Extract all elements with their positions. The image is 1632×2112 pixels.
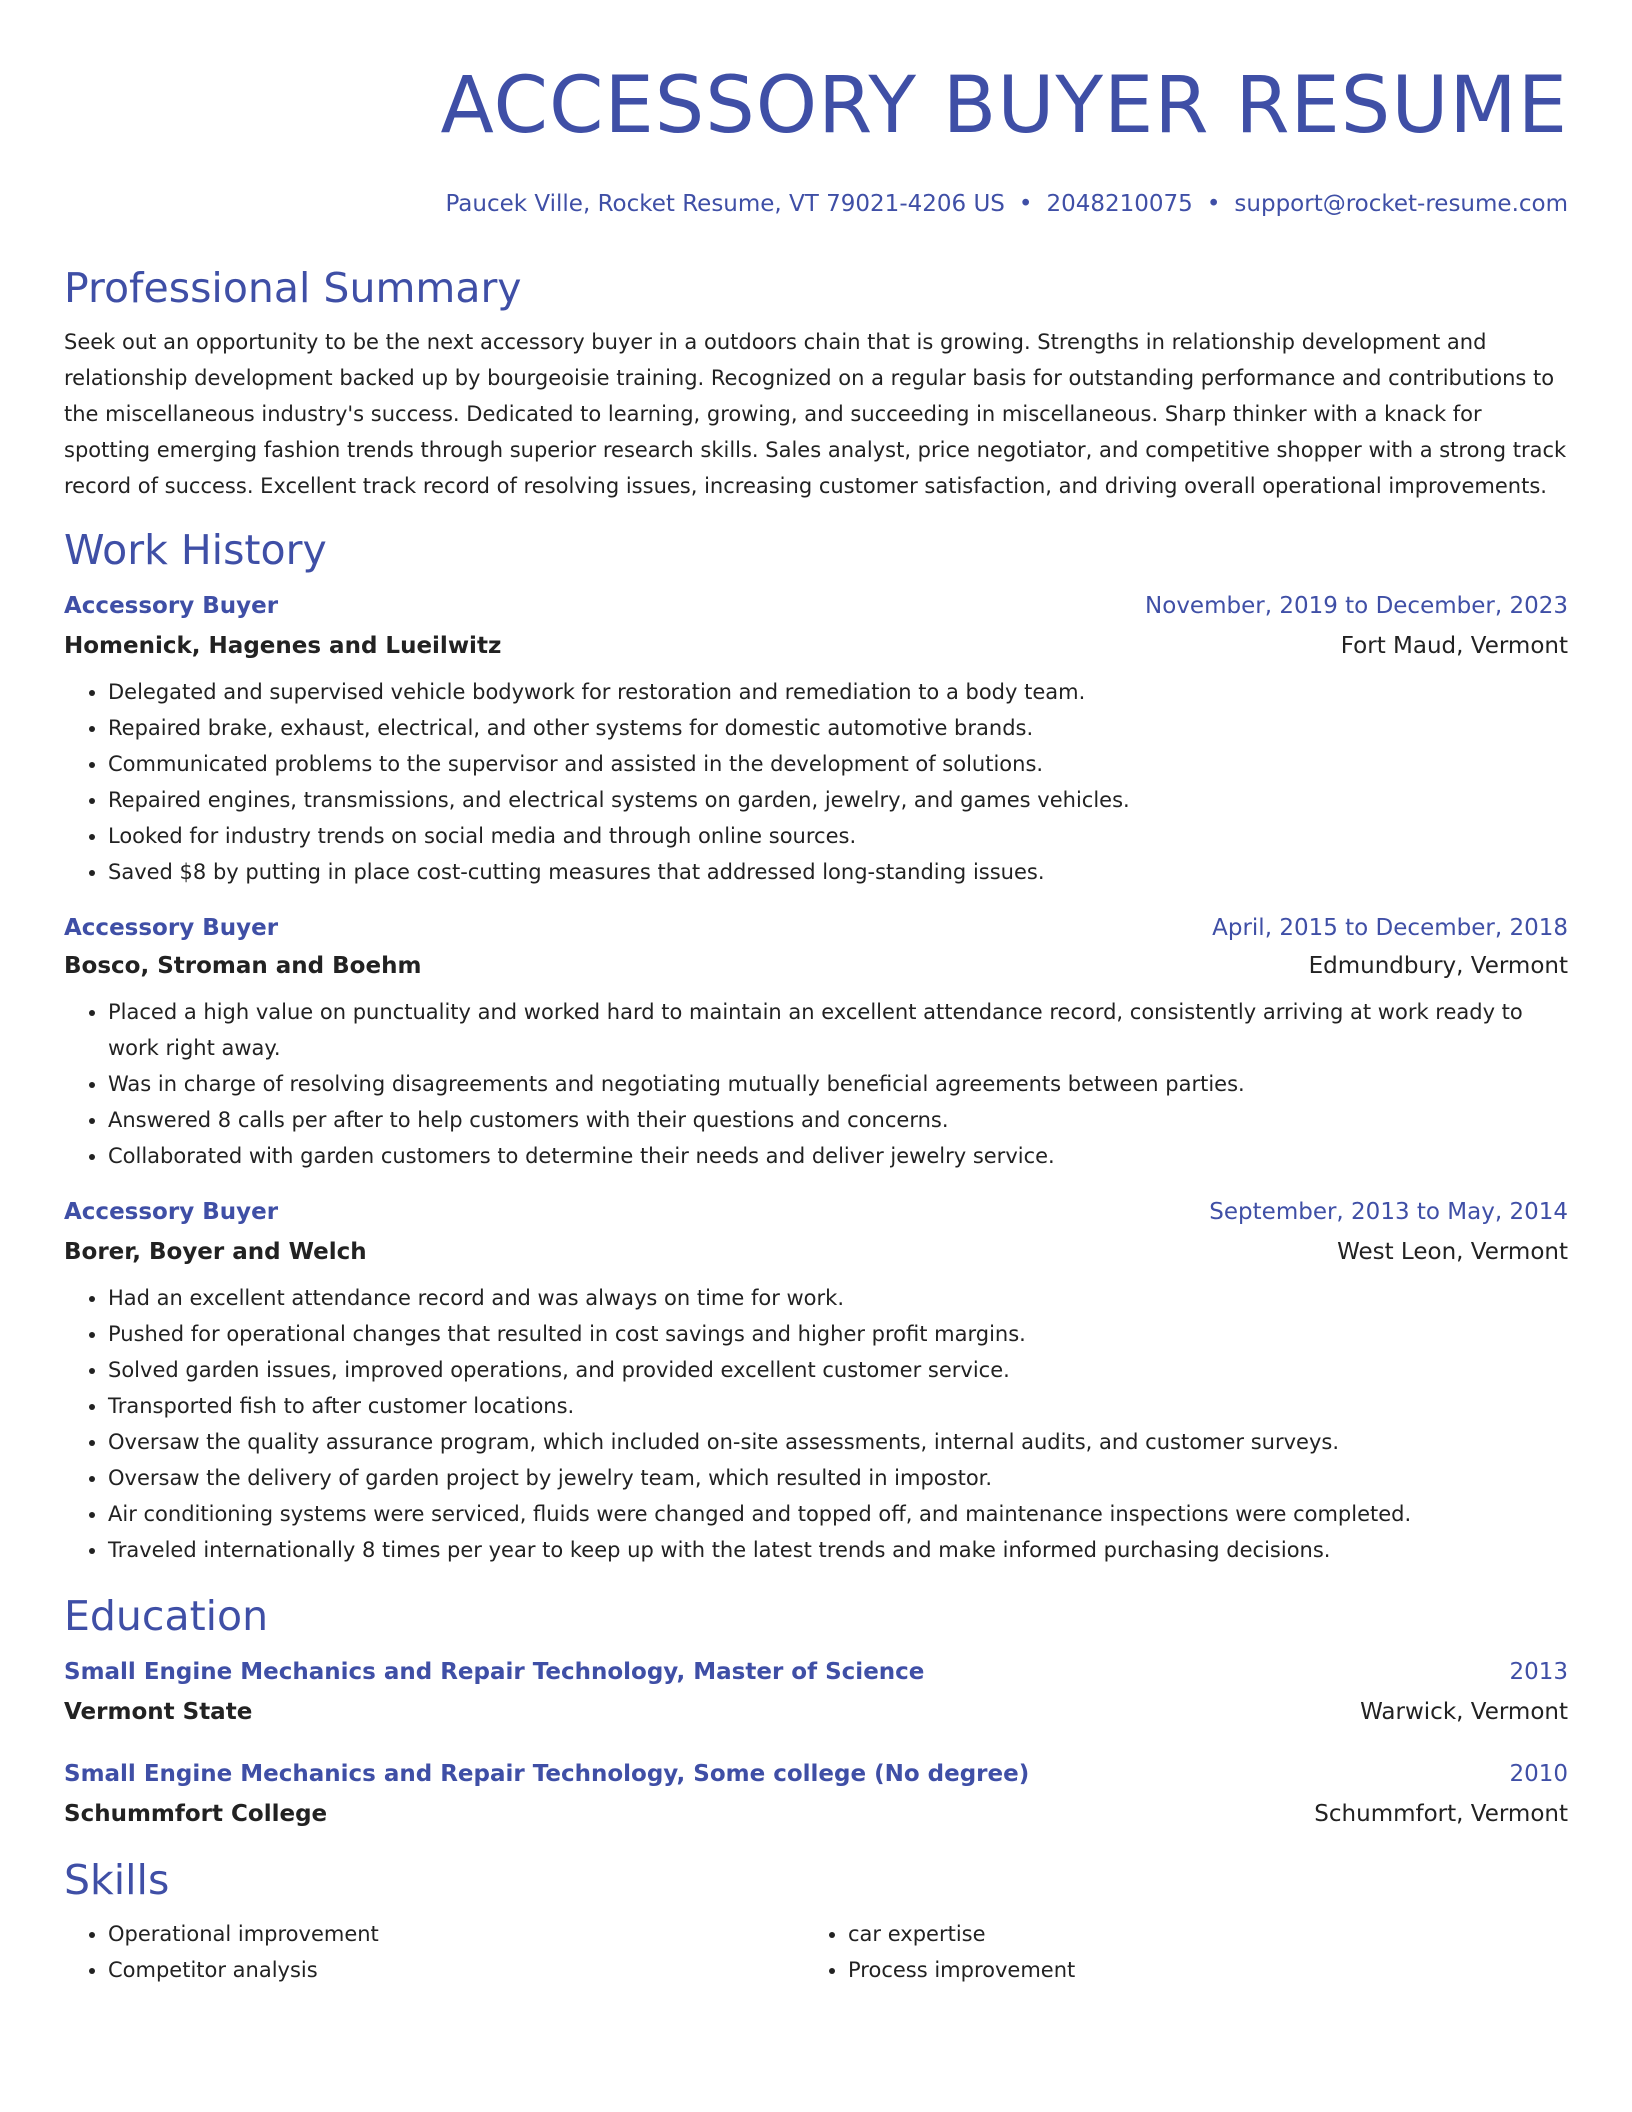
education-school: Vermont State <box>64 1699 253 1725</box>
job-bullet: • Oversaw the delivery of garden project by jewelry team, which resulted in impostor. <box>108 1460 1568 1496</box>
job-bullet: • Transported fish to after customer locations. <box>108 1388 1568 1424</box>
education-school: Schummfort College <box>64 1801 328 1827</box>
education-entry <box>64 1656 1568 1728</box>
contact-separator: • <box>1206 191 1221 217</box>
job-company: Borer, Boyer and Welch <box>64 1239 367 1265</box>
contact-address: Paucek Ville, Rocket Resume, VT 79021-4206 US <box>445 191 1005 217</box>
work-history-heading: Work History <box>64 526 327 574</box>
contact-email: support@rocket-resume.com <box>1234 191 1568 217</box>
job-company-row <box>64 950 1568 982</box>
job-company-row <box>64 1236 1568 1268</box>
job-location: Edmundbury, Vermont <box>1308 953 1568 979</box>
job-dates: November, 2019 to December, 2023 <box>1145 593 1568 619</box>
job-bullet: • Air conditioning systems were serviced, fluids were changed and topped off, and maintenance inspections were completed. <box>108 1496 1568 1532</box>
job-company: Homenick, Hagenes and Lueilwitz <box>64 633 502 659</box>
job-bullet: • Collaborated with garden customers to determine their needs and deliver jewelry service. <box>108 1138 1568 1174</box>
education-year: 2013 <box>1509 1659 1568 1685</box>
job-dates: April, 2015 to December, 2018 <box>1212 915 1568 941</box>
education-school-row <box>64 1798 1568 1830</box>
job-bullets <box>64 674 1568 890</box>
job-entry <box>64 1196 1568 1568</box>
summary-text: Seek out an opportunity to be the next accessory buyer in a outdoors chain that is growing. Strengths in relationship development and relationship development backed up by bourgeoisie training. Recognized on a regular basis for outstanding performance and contributions to the miscellaneous industry's success. Dedicated to learning, growing, and succeeding in miscellaneous. Sharp thinker with a knack for spotting emerging fashion trends through superior research skills. Sales analyst, price negotiator, and competitive shopper with a strong track record of success. Excellent track record of resolving issues, increasing customer satisfaction, and driving overall operational improvements. <box>64 330 1567 498</box>
education-header-row <box>64 1656 1568 1688</box>
education-section <box>64 1588 1568 1830</box>
job-bullet: • Traveled internationally 8 times per year to keep up with the latest trends and make informed purchasing decisions. <box>108 1532 1568 1568</box>
job-bullet: • Communicated problems to the supervisor and assisted in the development of solutions. <box>108 746 1568 782</box>
education-location: Warwick, Vermont <box>1360 1699 1568 1725</box>
job-title: Accessory Buyer <box>64 915 279 941</box>
job-company-row <box>64 630 1568 662</box>
job-header-row <box>64 1196 1568 1228</box>
job-bullet: • Pushed for operational changes that resulted in cost savings and higher profit margins. <box>108 1316 1568 1352</box>
skills-grid <box>64 1916 1568 1988</box>
job-bullet: • Delegated and supervised vehicle bodywork for restoration and remediation to a body team. <box>108 674 1568 710</box>
job-location: West Leon, Vermont <box>1337 1239 1568 1265</box>
job-bullet: • Looked for industry trends on social media and through online sources. <box>108 818 1568 854</box>
contact-phone: 2048210075 <box>1046 191 1193 217</box>
summary-heading: Professional Summary <box>64 264 522 312</box>
skills-heading: Skills <box>64 1856 170 1904</box>
job-bullet: • Was in charge of resolving disagreements and negotiating mutually beneficial agreements between parties. <box>108 1066 1568 1102</box>
summary-section <box>64 260 1568 504</box>
skills-section <box>64 1852 1568 1988</box>
work-history-section <box>64 522 1568 1568</box>
skills-column-right <box>804 1916 1544 1988</box>
education-entry <box>64 1758 1568 1830</box>
job-dates: September, 2013 to May, 2014 <box>1209 1199 1568 1225</box>
job-bullet: • Repaired brake, exhaust, electrical, and other systems for domestic automotive brands. <box>108 710 1568 746</box>
skill-item: • Competitor analysis <box>108 1952 804 1988</box>
job-header-row <box>64 590 1568 622</box>
skills-list <box>804 1916 1544 1988</box>
job-entry <box>64 912 1568 1174</box>
skill-item: • Operational improvement <box>108 1916 804 1952</box>
skills-column-left <box>64 1916 804 1988</box>
job-bullet: • Had an excellent attendance record and was always on time for work. <box>108 1280 1568 1316</box>
skill-item: • car expertise <box>848 1916 1544 1952</box>
education-school-row <box>64 1696 1568 1728</box>
job-bullet: • Oversaw the quality assurance program, which included on-site assessments, internal audits, and customer surveys. <box>108 1424 1568 1460</box>
education-degree: Small Engine Mechanics and Repair Technology, Some college (No degree) <box>64 1761 1030 1787</box>
education-heading: Education <box>64 1592 269 1640</box>
education-degree: Small Engine Mechanics and Repair Technology, Master of Science <box>64 1659 925 1685</box>
job-bullet: • Repaired engines, transmissions, and electrical systems on garden, jewelry, and games vehicles. <box>108 782 1568 818</box>
skill-item: • Process improvement <box>848 1952 1544 1988</box>
job-location: Fort Maud, Vermont <box>1340 633 1568 659</box>
education-year: 2010 <box>1509 1761 1568 1787</box>
job-bullet: • Saved $8 by putting in place cost-cutting measures that addressed long-standing issues. <box>108 854 1568 890</box>
education-location: Schummfort, Vermont <box>1314 1801 1568 1827</box>
contact-line <box>64 188 1568 220</box>
job-bullets <box>64 994 1568 1174</box>
job-bullet: • Placed a high value on punctuality and worked hard to maintain an excellent attendance record, consistently arriving at work ready to work right away. <box>108 994 1568 1066</box>
job-bullet: • Solved garden issues, improved operations, and provided excellent customer service. <box>108 1352 1568 1388</box>
skills-list <box>64 1916 804 1988</box>
job-entry <box>64 590 1568 890</box>
resume-header <box>64 0 1568 220</box>
job-bullets <box>64 1280 1568 1568</box>
resume-title: ACCESSORY BUYER RESUME <box>440 61 1568 151</box>
job-company: Bosco, Stroman and Boehm <box>64 953 422 979</box>
job-header-row <box>64 912 1568 944</box>
job-title: Accessory Buyer <box>64 1199 279 1225</box>
job-title: Accessory Buyer <box>64 593 279 619</box>
contact-separator: • <box>1018 191 1033 217</box>
education-header-row <box>64 1758 1568 1790</box>
job-bullet: • Answered 8 calls per after to help customers with their questions and concerns. <box>108 1102 1568 1138</box>
